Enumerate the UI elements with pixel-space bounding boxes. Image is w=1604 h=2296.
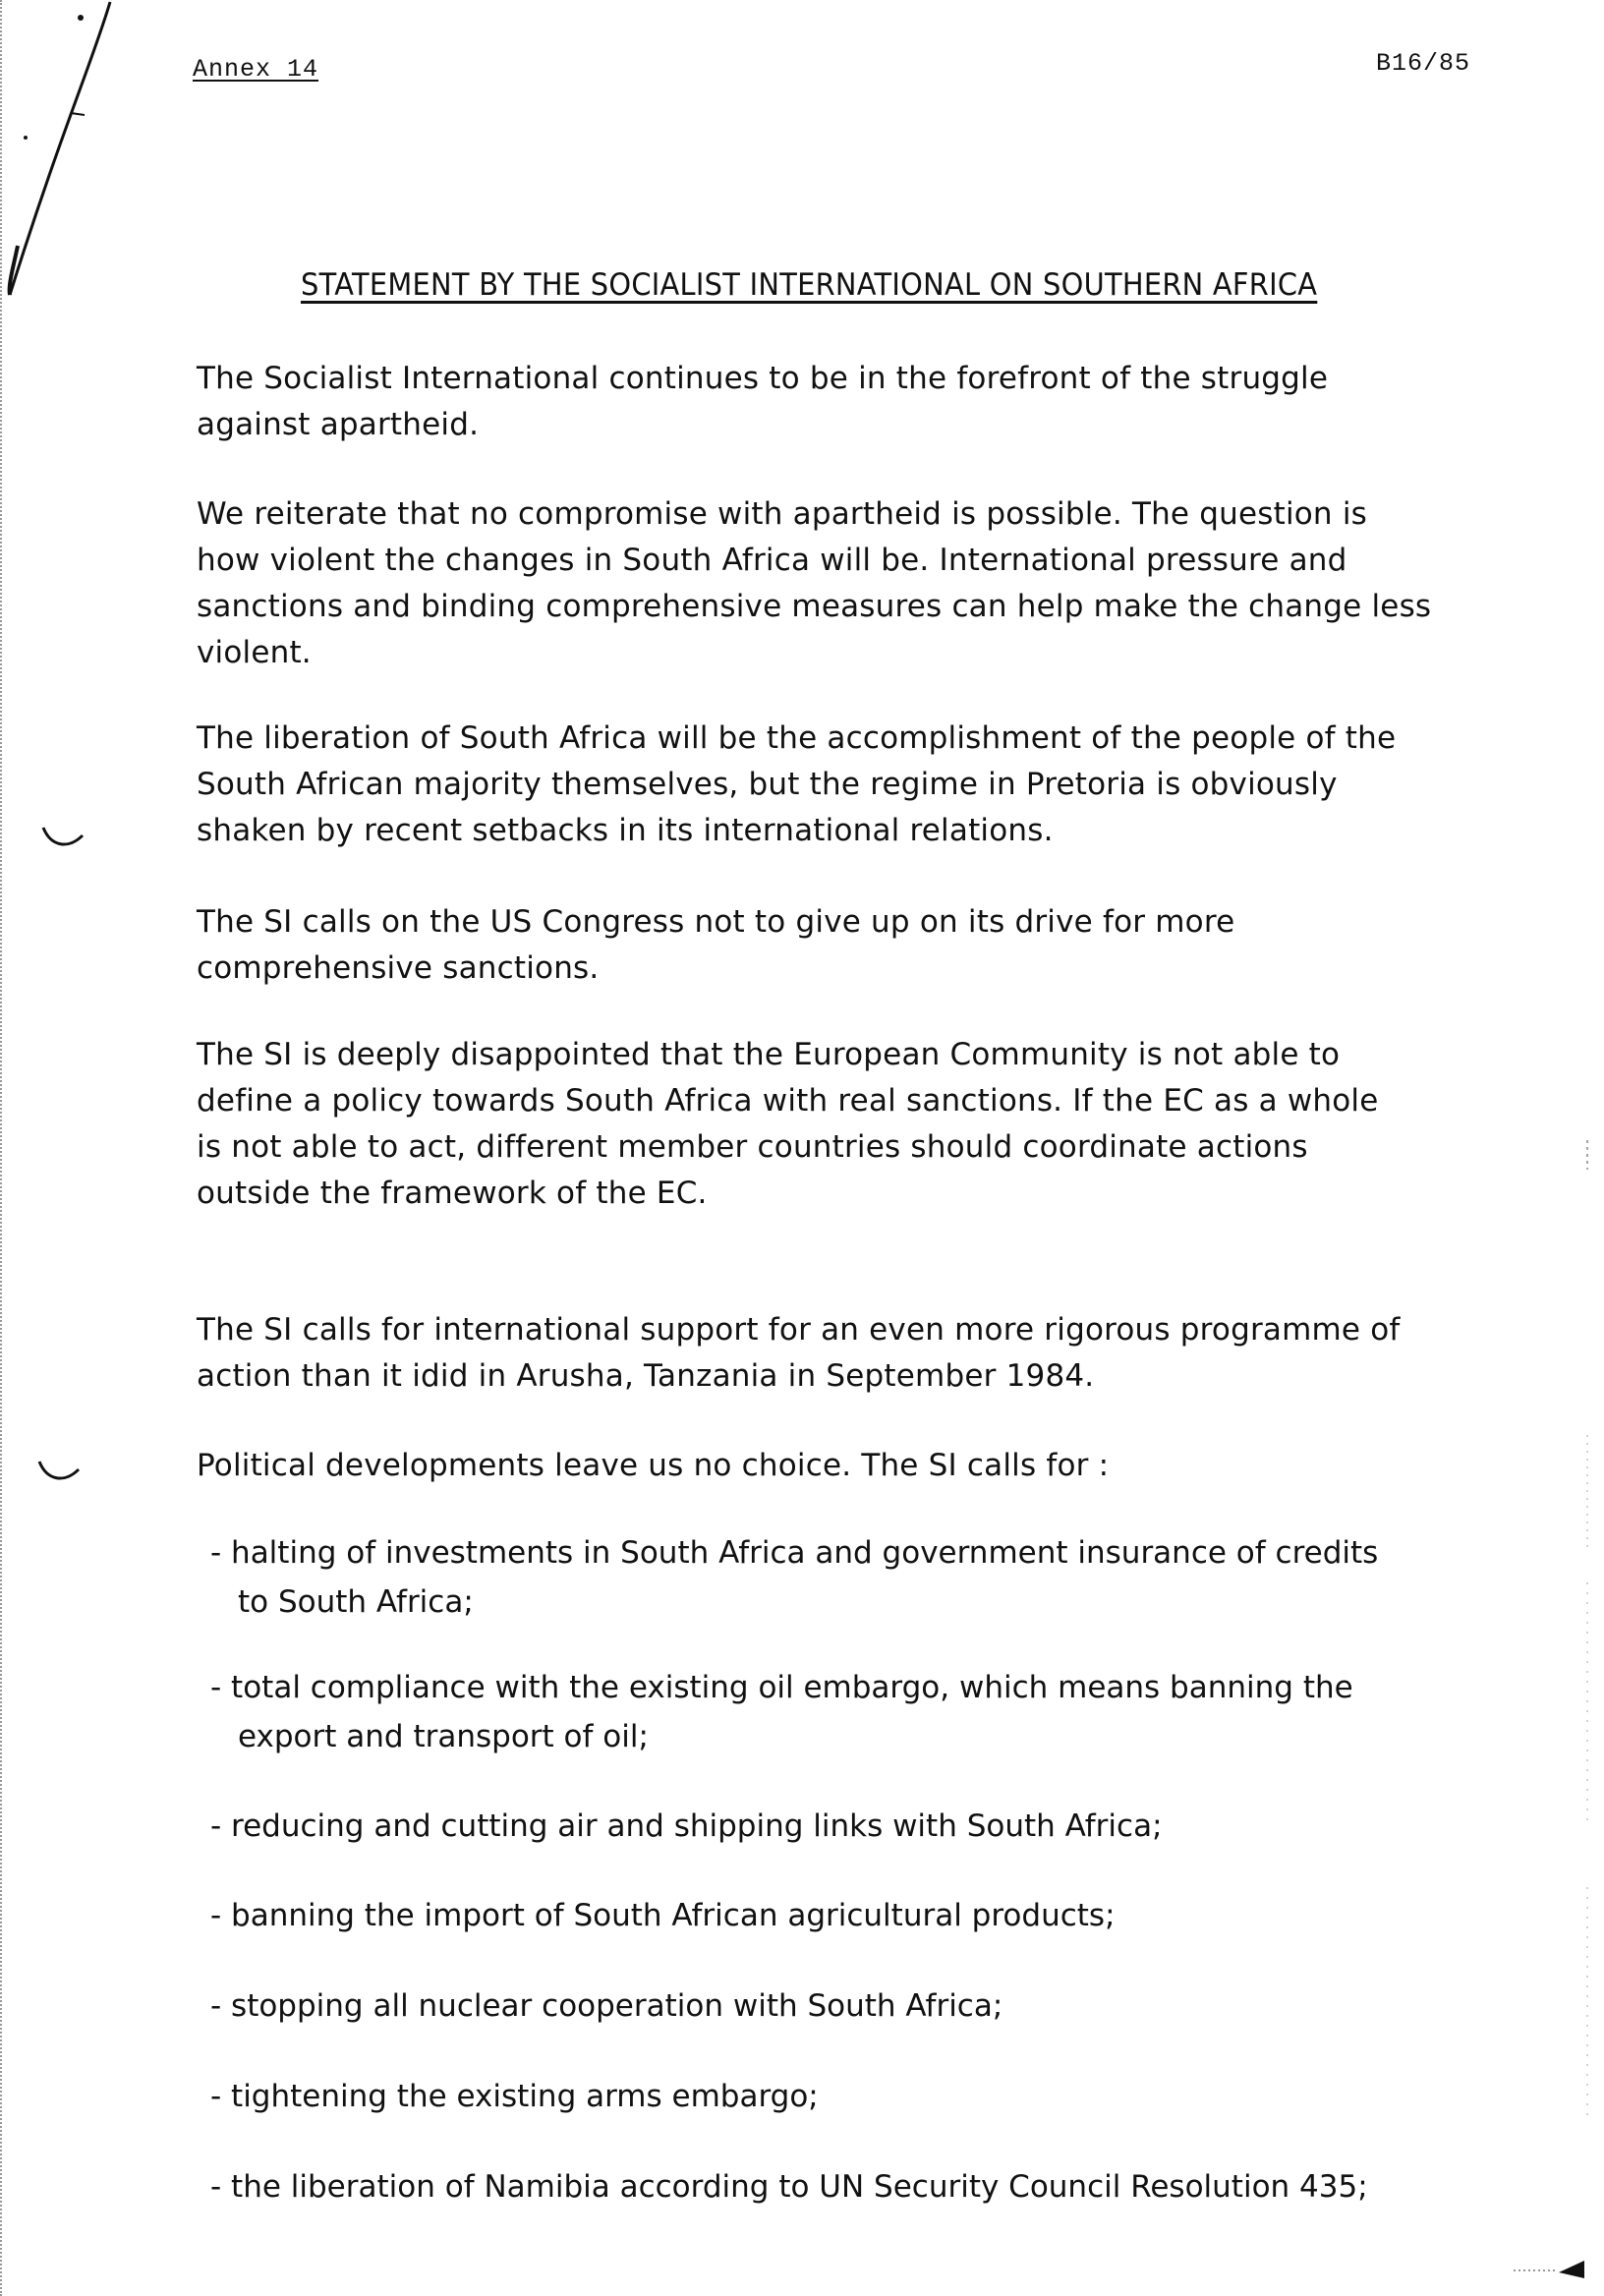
text-line: define a policy towards South Africa with real sanctions. If the EC as a whole: [197, 1083, 1379, 1119]
right-edge-scan-artifacts: [1582, 1140, 1592, 2123]
text-line: to South Africa;: [238, 1584, 474, 1620]
demand-item-oil-embargo: [210, 1663, 1488, 1761]
text-line: The Socialist International continues to be in the forefront of the struggle: [197, 361, 1329, 396]
paragraph-no-compromise: [197, 491, 1484, 676]
annex-label: Annex 14: [193, 55, 319, 84]
margin-pen-stroke: [0, 0, 128, 315]
text-line: outside the framework of the EC.: [197, 1176, 708, 1211]
text-line: export and transport of oil;: [238, 1719, 649, 1754]
demand-item-nuclear-cooperation: [210, 1981, 1488, 2031]
text-line: The liberation of South Africa will be the accomplishment of the people of the: [197, 720, 1397, 756]
paragraph-liberation: [197, 716, 1484, 854]
text-line: comprehensive sanctions.: [197, 950, 600, 986]
pen-dot: [24, 136, 28, 140]
demand-item-arms-embargo: [210, 2072, 1488, 2121]
text-line: South African majority themselves, but the regime in Pretoria is obviously: [197, 767, 1338, 802]
statement-title: STATEMENT BY THE SOCIALIST INTERNATIONAL ON SOUTHERN AFRICA: [301, 267, 1318, 303]
margin-check-mark: [39, 824, 88, 853]
text-line: sanctions and binding comprehensive measures can help make the change less: [197, 589, 1432, 624]
demand-item-air-shipping: [210, 1802, 1488, 1851]
text-line: - reducing and cutting air and shipping links with South Africa;: [210, 1808, 1163, 1844]
text-line: - the liberation of Namibia according to UN Security Council Resolution 435;: [210, 2169, 1368, 2205]
paragraph-intro: [197, 356, 1484, 448]
paragraph-us-congress: [197, 899, 1484, 992]
text-line: is not able to act, different member countries should coordinate actions: [197, 1129, 1308, 1165]
text-line: The SI calls on the US Congress not to give up on its drive for more: [197, 904, 1235, 940]
pen-stroke-line: [10, 2, 110, 295]
text-line: action than it idid in Arusha, Tanzania in September 1984.: [197, 1358, 1095, 1394]
text-line: - tightening the existing arms embargo;: [210, 2079, 819, 2114]
text-line: We reiterate that no compromise with apartheid is possible. The question is: [197, 496, 1368, 532]
paragraph-european-community: [197, 1032, 1484, 1217]
demand-item-agricultural-import: [210, 1891, 1488, 1940]
check-arc: [39, 1462, 79, 1478]
text-line: shaken by recent setbacks in its international relations.: [197, 813, 1054, 848]
text-line: violent.: [197, 635, 312, 670]
demand-item-namibia: [210, 2162, 1488, 2211]
text-line: The SI is deeply disappointed that the European Community is not able to: [197, 1037, 1341, 1072]
text-line: - banning the import of South African agricultural products;: [210, 1898, 1116, 1933]
text-line: - total compliance with the existing oil embargo, which means banning the: [210, 1670, 1353, 1705]
paragraph-political-developments: [197, 1443, 1484, 1489]
pen-tick: [71, 113, 85, 115]
corner-scan-artifact: [1514, 2251, 1592, 2280]
text-line: how violent the changes in South Africa will be. International pressure and: [197, 543, 1347, 578]
text-line: against apartheid.: [197, 407, 480, 442]
demand-item-investments: [210, 1528, 1488, 1627]
text-line: - stopping all nuclear cooperation with South Africa;: [210, 1988, 1003, 2024]
text-line: The SI calls for international support for an even more rigorous programme of: [197, 1312, 1401, 1348]
margin-check-mark: [35, 1458, 85, 1487]
scan-edge-artifact: [0, 0, 5, 2296]
document-reference: B16/85: [1376, 49, 1471, 78]
text-line: - halting of investments in South Africa and government insurance of credits: [210, 1535, 1379, 1571]
check-arc: [43, 828, 83, 844]
paragraph-international-support: [197, 1307, 1484, 1400]
text-line: Political developments leave us no choice. The SI calls for :: [197, 1448, 1110, 1483]
ink-blot: [1559, 2261, 1584, 2278]
pen-dot: [78, 15, 84, 21]
